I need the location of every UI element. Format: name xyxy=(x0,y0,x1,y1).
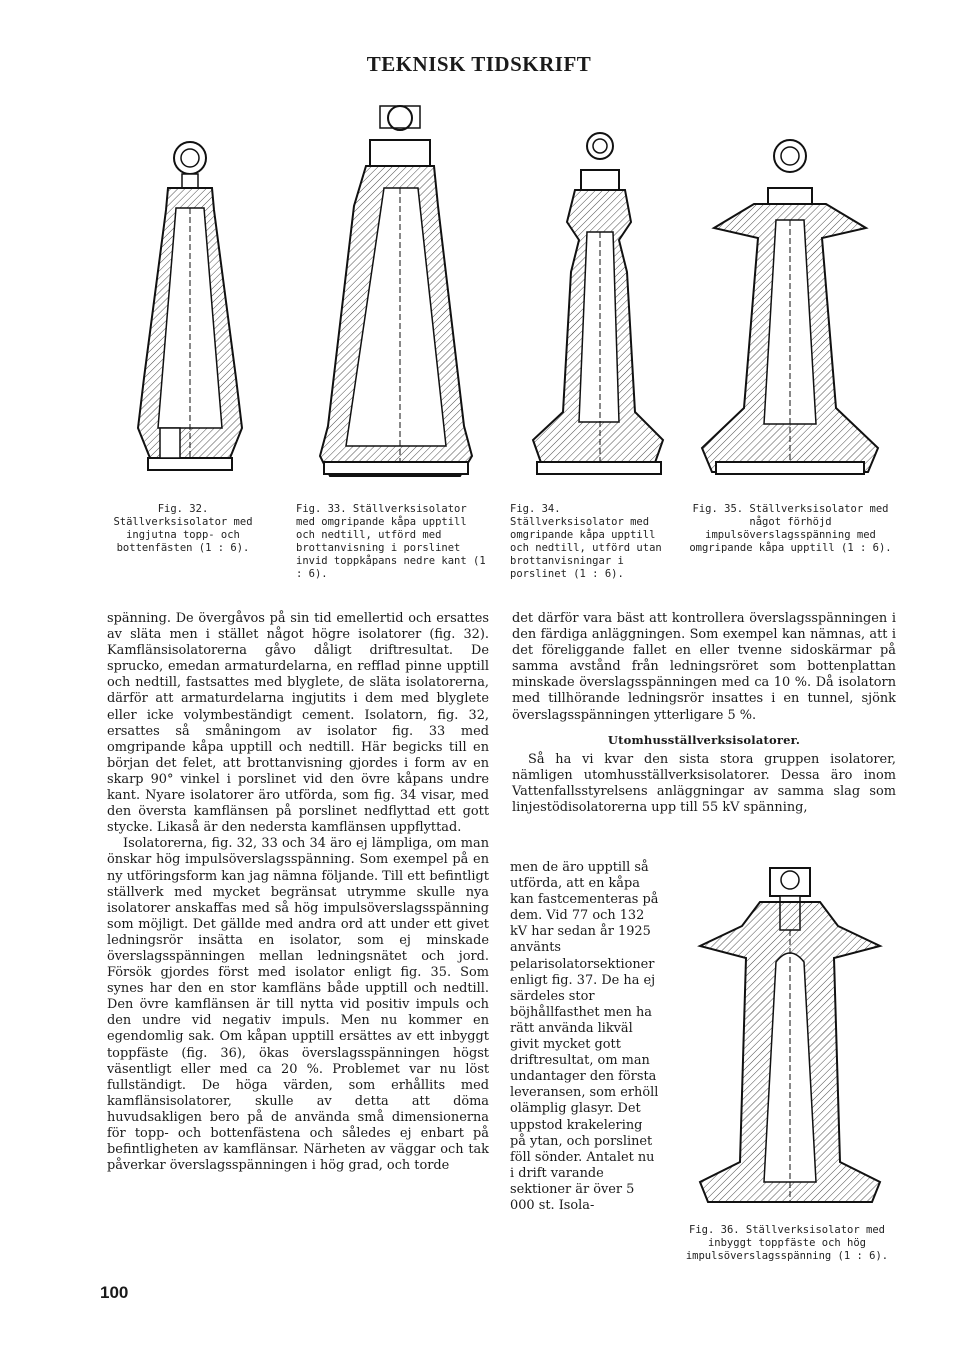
page-number: 100 xyxy=(100,1283,129,1302)
right-text-column xyxy=(512,611,896,816)
right-paragraph-2a: Så ha vi kvar den sista stora gruppen isolatorer, nämligen utomhusställverksisolatorer. Dessa äro inom Vattenfallsstyrelsens anläggningar av samma slag som linjestödisolatorerna upp till 55 kV spänning, xyxy=(512,751,896,816)
right-paragraph-2b: men de äro upptill så utförda, att en kåpa kan fastcementeras på dem. Vid 77 och 132 kV har sedan år 1925 använts pelarisolatorsektioner enligt fig. 37. De ha ej särdeles stor böjhållfasthet men ha rätt använda likväl givit mycket gott driftresultat, om man undantager den första leveransen, som erhöll olämplig glasyr. Det uppstod krakelering på ytan, och porslinet föll sönder. Antalet nu i drift varande sektioner är över 5 000 st. Isola- xyxy=(510,860,659,1213)
left-paragraph-1: spänning. De övergåvos på sin tid emellertid och ersattes av släta men i stället något högre isolatorer (fig. 32). Kamflänsisolatorerna gåvo dåligt driftresultat. De sprucko, emedan armaturdelarna, en refflad pinne upptill och nedtill, fastsattes med blyglete, de släta isolatorerna, därför att armaturdelarna ingjutits i dem med blyglete eller icke volymbeständigt cement. Isolatorn, fig. 32, ersattes så småningom av isolator fig. 33 med omgripande kåpa upptill och nedtill. Här begicks till en början det felet, att brottanvisning gjordes i form av en skarp 90° vinkel i porslinet vid den övre kåpans undre kant. Nyare isolatorer äro utförda, som fig. 34 visar, med den översta kamflänsen på porslinet nedflyttad ett gott stycke. Likaså är den nedersta kamflänsen uppflyttad. xyxy=(107,611,489,836)
figure-36-caption: Fig. 36. Ställverksisolator med inbyggt toppfäste och hög impulsöverslagsspänning (1 : 6). xyxy=(685,1224,889,1262)
figure-32-caption: Fig. 32. Ställverksisolator med ingjutna topp- och bottenfästen (1 : 6). xyxy=(113,503,253,554)
figure-36-drawing xyxy=(690,862,890,1217)
left-text-column xyxy=(107,611,489,1174)
figure-32-drawing xyxy=(118,128,278,498)
figure-35-caption: Fig. 35. Ställverksisolator med något förhöjd impulsöverslagsspänning med omgripande kåpa upptill (1 : 6). xyxy=(689,503,892,554)
figure-33-drawing xyxy=(300,96,485,496)
journal-title: TEKNISK TIDSKRIFT xyxy=(366,52,592,76)
section-heading: Utomhusställverksisolatorer. xyxy=(607,732,801,747)
figure-34-caption: Fig. 34. Ställverksisolator med omgripande kåpa upptill och nedtill, utförd utan brottanvisningar i porslinet (1 : 6). xyxy=(510,503,662,580)
figure-35-drawing xyxy=(690,108,890,493)
figure-33-caption: Fig. 33. Ställverksisolator med omgripande kåpa upptill och nedtill, utförd med brottanvisning i porslinet invid toppkåpans nedre kant (1 : 6). xyxy=(296,503,486,580)
left-paragraph-2: Isolatorerna, fig. 32, 33 och 34 äro ej lämpliga, om man önskar hög impulsöverslagsspänning. Som exempel på en ny utföringsform kan jag nämna följande. Till ett befintligt ställverk med mycket begränsat utrymme skulle nya isolatorer anskaffas med så hög impulsöverslagsspänning som möjligt. Det gällde med andra ord att under ett givet ledningsrör insätta en isolator, som ej minskade överslagsspänningen mellan ledningsnätet och jord. Försök gjordes först med isolator enligt fig. 35. Som synes har den en stor kamfläns både upptill och nedtill. Den övre kamflänsen är till nytta vid positiv impuls och den undre vid negativ impuls. Men nu kommer en egendomlig sak. Om kåpan upptill ersättes av ett inbyggt toppfäste (fig. 36), ökas överslagsspänningen högst väsentligt eller med ca 20 %. Problemet var nu löst fullständigt. De höga värden, som erhållits med kamflänsisolatorer, skulle av detta att döma huvudsakligen bero på de använda små dimensionerna för topp- och bottenfästena och således ej enbart på befintligheten av kamflänsar. Närheten av väggar och tak påverkar överslagsspänningen i hög grad, och torde xyxy=(107,836,489,1174)
figure-34-drawing xyxy=(515,122,675,494)
right-text-narrow-column xyxy=(510,860,660,1214)
right-paragraph-1: det därför vara bäst att kontrollera överslagsspänningen i den färdiga anläggningen. Som exempel kan nämnas, att i det föreliggande fallet en eller tvenne sidoskärmar på samma avstånd från ledningsröret som bottenplattan minskade överslagsspänningen med ca 10 %. Då isolatorn med tillhörande ledningsrör insattes i en tunnel, sjönk överslagsspänningen ytterligare 5 %. xyxy=(512,611,896,723)
